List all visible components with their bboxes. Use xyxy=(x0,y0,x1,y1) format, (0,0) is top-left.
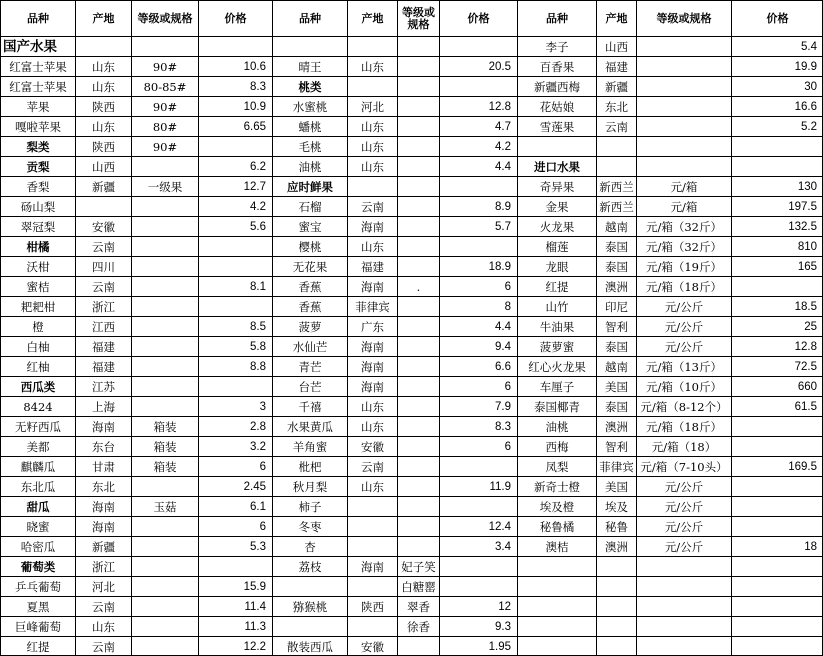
table-cell: 新奇士橙 xyxy=(534,479,580,494)
price-cell: 8.8 xyxy=(250,360,266,373)
price-cell: 810 xyxy=(797,240,817,253)
table-cell: 耙耙柑 xyxy=(20,299,56,314)
table-cell: 元/箱（13斤） xyxy=(645,359,722,374)
price-cell: 165 xyxy=(797,260,817,273)
price-cell: 132.5 xyxy=(788,220,817,233)
table-cell: 新疆 xyxy=(605,79,628,94)
table-cell: 李子 xyxy=(545,39,569,54)
table-cell: 梨类 xyxy=(26,139,50,154)
table-cell: 东北 xyxy=(92,479,115,494)
table-cell: 晴王 xyxy=(298,59,322,74)
price-cell: 2.8 xyxy=(250,420,266,433)
header-cell: 价格 xyxy=(224,11,247,25)
table-cell: 沃柑 xyxy=(26,259,50,274)
price-cell: 4.2 xyxy=(250,200,266,213)
price-cell: 6 xyxy=(504,380,511,393)
table-cell: 凤梨 xyxy=(545,459,569,474)
price-cell: 6.2 xyxy=(250,160,266,173)
price-cell: 4.4 xyxy=(495,160,511,173)
table-cell: 油桃 xyxy=(545,419,569,434)
price-cell: 3 xyxy=(259,400,266,413)
table-cell: 山西 xyxy=(605,39,628,54)
price-cell: 12.4 xyxy=(488,520,511,533)
table-cell: 山东 xyxy=(92,59,115,74)
table-cell: 四川 xyxy=(92,259,115,274)
price-cell: 5.6 xyxy=(250,220,266,233)
price-cell: 20.5 xyxy=(488,60,511,73)
table-cell: 东北 xyxy=(605,99,628,114)
table-cell: 海南 xyxy=(361,279,384,294)
price-cell: 12.8 xyxy=(794,340,817,353)
table-cell: 橙 xyxy=(32,319,44,334)
table-cell: 元/箱（19斤） xyxy=(645,259,722,274)
price-cell: 4.2 xyxy=(495,140,511,153)
table-cell: 西梅 xyxy=(545,439,569,454)
price-cell: 8.9 xyxy=(495,200,511,213)
table-cell: 箱装 xyxy=(153,419,177,434)
table-cell: 海南 xyxy=(361,339,384,354)
table-cell: 油桃 xyxy=(298,159,322,174)
table-cell: 蟠桃 xyxy=(298,119,322,134)
table-cell: 元/箱（18斤） xyxy=(645,419,722,434)
table-cell: 智利 xyxy=(605,439,628,454)
table-cell: 云南 xyxy=(92,279,115,294)
price-cell: 130 xyxy=(797,180,817,193)
table-cell: 元/公斤 xyxy=(664,519,704,534)
table-cell: 澳洲 xyxy=(605,419,628,434)
table-cell: 晓蜜 xyxy=(26,519,50,534)
price-cell: 11.4 xyxy=(244,600,266,613)
table-cell: 元/公斤 xyxy=(664,539,704,554)
price-cell: 18 xyxy=(804,540,817,553)
header-cell: 品种 xyxy=(299,11,321,25)
price-cell: 7.9 xyxy=(495,400,511,413)
table-cell: 山东 xyxy=(361,139,384,154)
price-cell: 12.8 xyxy=(488,100,511,113)
price-cell: 25 xyxy=(804,320,817,333)
table-cell: 麒麟瓜 xyxy=(20,459,56,474)
table-cell: 白柚 xyxy=(26,339,50,354)
table-cell: 翠香 xyxy=(407,599,430,614)
price-cell: 6.65 xyxy=(243,120,266,133)
table-cell: 云南 xyxy=(361,199,384,214)
table-cell: 红富士苹果 xyxy=(9,79,67,94)
table-cell: 无花果 xyxy=(292,259,328,274)
table-cell: 越南 xyxy=(605,219,628,234)
price-cell: 3.2 xyxy=(250,440,266,453)
price-cell: 18.9 xyxy=(488,260,511,273)
table-cell: 90# xyxy=(152,139,178,154)
table-cell: 陕西 xyxy=(92,99,115,114)
table-cell: 荔枝 xyxy=(298,559,322,574)
price-cell: 12 xyxy=(498,600,511,613)
table-cell: 徐香 xyxy=(407,619,430,634)
table-cell: 广东 xyxy=(361,319,384,334)
table-cell: 上海 xyxy=(92,399,115,414)
table-cell: 元/箱（10斤） xyxy=(645,379,722,394)
price-cell: 5.2 xyxy=(801,120,817,133)
table-cell: 桃类 xyxy=(298,79,322,94)
price-cell: 19.9 xyxy=(794,60,817,73)
price-cell: 6.1 xyxy=(250,500,266,513)
table-cell: 柑橘 xyxy=(26,239,50,254)
table-cell: 埃及 xyxy=(605,499,628,514)
table-cell: 奇异果 xyxy=(539,179,575,194)
table-cell: 菠萝蜜 xyxy=(539,339,575,354)
price-cell: 6 xyxy=(504,440,511,453)
table-cell: 秘鲁橘 xyxy=(539,519,575,534)
table-cell: 哈密瓜 xyxy=(20,539,56,554)
table-cell: 红提 xyxy=(26,639,50,654)
price-cell: 11.3 xyxy=(244,620,266,633)
price-cell: 8.3 xyxy=(495,420,511,433)
price-cell: 12.7 xyxy=(243,180,266,193)
table-cell: 山东 xyxy=(92,79,115,94)
price-cell: 197.5 xyxy=(788,200,817,213)
table-cell: 青芒 xyxy=(298,359,322,374)
table-cell: 美国 xyxy=(605,379,628,394)
price-cell: 8.5 xyxy=(250,320,266,333)
table-cell: 海南 xyxy=(361,219,384,234)
table-cell: 海南 xyxy=(92,519,115,534)
table-cell: 蜜桔 xyxy=(26,279,50,294)
table-cell: 云南 xyxy=(92,639,115,654)
table-cell: 嘎啦苹果 xyxy=(15,119,61,134)
table-cell: 砀山梨 xyxy=(20,199,56,214)
table-cell: 葡萄类 xyxy=(20,559,56,574)
price-cell: 61.5 xyxy=(794,400,817,413)
table-cell: 苹果 xyxy=(26,99,50,114)
table-cell: 80# xyxy=(152,119,178,134)
table-cell: 花姑娘 xyxy=(539,99,575,114)
table-cell: 巨峰葡萄 xyxy=(15,619,61,634)
table-cell: 山东 xyxy=(361,399,384,414)
price-cell: 9.3 xyxy=(495,620,511,633)
price-cell: 8.3 xyxy=(250,80,266,93)
header-cell: 品种 xyxy=(546,11,568,25)
table-cell: 山西 xyxy=(92,159,115,174)
table-cell: 安徽 xyxy=(361,439,384,454)
table-cell: 海南 xyxy=(92,419,115,434)
table-cell: 泰国 xyxy=(605,339,628,354)
table-cell: 香蕉 xyxy=(298,279,322,294)
table-cell: 箱装 xyxy=(153,459,177,474)
table-cell: 蜜宝 xyxy=(298,219,322,234)
table-cell: 元/公斤 xyxy=(664,299,704,314)
table-cell: 千禧 xyxy=(298,399,322,414)
table-cell: 甘肃 xyxy=(92,459,115,474)
table-cell: 国产水果 xyxy=(3,38,57,55)
table-cell: 东台 xyxy=(92,439,115,454)
table-cell: . xyxy=(416,279,421,294)
price-cell: 8.1 xyxy=(250,280,266,293)
table-cell: 榴莲 xyxy=(545,239,569,254)
header-cell: 价格 xyxy=(766,11,789,25)
price-cell: 10.9 xyxy=(243,100,266,113)
table-cell: 山东 xyxy=(361,239,384,254)
price-cell: 5.7 xyxy=(495,220,511,233)
table-cell: 香梨 xyxy=(26,179,50,194)
table-cell: 毛桃 xyxy=(298,139,322,154)
table-cell: 翠冠梨 xyxy=(20,219,56,234)
table-cell: 箱装 xyxy=(153,439,177,454)
table-cell: 妃子笑 xyxy=(401,559,436,574)
table-cell: 福建 xyxy=(605,59,628,74)
price-cell: 72.5 xyxy=(794,360,817,373)
table-cell: 浙江 xyxy=(92,299,115,314)
price-cell: 5.3 xyxy=(250,540,266,553)
table-cell: 元/公斤 xyxy=(664,499,704,514)
table-cell: 福建 xyxy=(92,339,115,354)
table-cell: 秘鲁 xyxy=(605,519,628,534)
table-cell: 红柚 xyxy=(26,359,50,374)
table-cell: 泰国 xyxy=(605,259,628,274)
table-cell: 安徽 xyxy=(92,219,115,234)
price-cell: 660 xyxy=(797,380,817,393)
table-cell: 石榴 xyxy=(298,199,322,214)
table-cell: 福建 xyxy=(361,259,384,274)
price-cell: 5.8 xyxy=(250,340,266,353)
header-cell: 价格 xyxy=(467,11,490,25)
table-cell: 8424 xyxy=(23,399,53,414)
table-cell: 云南 xyxy=(92,239,115,254)
table-cell: 江西 xyxy=(92,319,115,334)
table-cell: 元/公斤 xyxy=(664,319,704,334)
table-cell: 一级果 xyxy=(147,179,183,194)
price-cell: 4.4 xyxy=(495,320,511,333)
table-cell: 澳桔 xyxy=(545,539,569,554)
header-cell: 等级或规格 xyxy=(137,11,193,25)
table-cell: 山竹 xyxy=(545,299,569,314)
table-cell: 江苏 xyxy=(92,379,115,394)
table-cell: 浙江 xyxy=(92,559,115,574)
table-cell: 百香果 xyxy=(539,59,575,74)
table-cell: 菲律宾 xyxy=(355,299,390,314)
price-cell: 6 xyxy=(259,460,266,473)
table-cell: 香蕉 xyxy=(298,299,322,314)
table-cell: 枇杷 xyxy=(298,459,322,474)
table-cell: 应时鲜果 xyxy=(287,179,333,194)
price-cell: 1.95 xyxy=(488,640,511,653)
table-cell: 海南 xyxy=(361,359,384,374)
table-cell: 元/箱 xyxy=(670,179,698,194)
price-cell: 8 xyxy=(504,300,511,313)
table-cell: 白糖罂 xyxy=(401,579,436,594)
table-cell: 无籽西瓜 xyxy=(15,419,61,434)
price-cell: 16.6 xyxy=(794,100,817,113)
table-cell: 云南 xyxy=(605,119,628,134)
header-cell: 品种 xyxy=(27,11,49,25)
table-cell: 散装西瓜 xyxy=(287,639,333,654)
table-cell: 陕西 xyxy=(92,139,115,154)
table-cell: 贡梨 xyxy=(26,159,50,174)
price-cell: 6.6 xyxy=(495,360,511,373)
header-cell: 等级或规格 xyxy=(402,5,435,31)
table-cell: 菠萝 xyxy=(298,319,322,334)
table-cell: 柿子 xyxy=(298,499,322,514)
table-cell: 元/箱（32斤） xyxy=(645,219,722,234)
table-cell: 乒乓葡萄 xyxy=(15,579,61,594)
table-cell: 水蜜桃 xyxy=(292,99,328,114)
table-cell: 海南 xyxy=(361,559,384,574)
table-cell: 90# xyxy=(152,59,178,74)
price-cell: 18.5 xyxy=(794,300,817,313)
table-cell: 山东 xyxy=(361,119,384,134)
header-cell: 等级或规格 xyxy=(656,11,712,25)
table-cell: 元/箱（7-10头） xyxy=(640,459,728,474)
header-cell: 产地 xyxy=(92,11,115,25)
table-cell: 山东 xyxy=(361,159,384,174)
table-cell: 埃及橙 xyxy=(539,499,575,514)
table-cell: 台芒 xyxy=(298,379,322,394)
table-cell: 印尼 xyxy=(605,299,628,314)
table-cell: 元/箱（18斤） xyxy=(645,279,722,294)
price-cell: 6 xyxy=(504,280,511,293)
table-cell: 元/公斤 xyxy=(664,339,704,354)
table-cell: 杏 xyxy=(304,539,316,554)
table-cell: 海南 xyxy=(361,379,384,394)
table-cell: 元/箱（8-12个） xyxy=(640,399,728,414)
table-cell: 菲律宾 xyxy=(599,459,634,474)
table-cell: 新西兰 xyxy=(599,179,634,194)
table-cell: 新西兰 xyxy=(599,199,634,214)
table-cell: 山东 xyxy=(361,479,384,494)
price-cell: 9.4 xyxy=(495,340,511,353)
table-cell: 元/箱 xyxy=(670,199,698,214)
table-cell: 樱桃 xyxy=(298,239,322,254)
grid-line xyxy=(0,36,823,37)
table-cell: 东北瓜 xyxy=(20,479,56,494)
price-cell: 11.9 xyxy=(489,480,511,493)
price-cell: 4.7 xyxy=(495,120,511,133)
price-cell: 3.4 xyxy=(495,540,511,553)
table-cell: 山东 xyxy=(92,119,115,134)
table-cell: 元/箱（32斤） xyxy=(645,239,722,254)
table-cell: 陕西 xyxy=(361,599,384,614)
table-cell: 泰国 xyxy=(605,239,628,254)
price-cell: 12.2 xyxy=(243,640,266,653)
table-cell: 美国 xyxy=(605,479,628,494)
table-cell: 福建 xyxy=(92,359,115,374)
table-cell: 山东 xyxy=(92,619,115,634)
table-cell: 进口水果 xyxy=(534,159,580,174)
table-cell: 新疆西梅 xyxy=(534,79,580,94)
table-cell: 山东 xyxy=(361,419,384,434)
table-cell: 西瓜类 xyxy=(20,379,56,394)
table-cell: 车厘子 xyxy=(539,379,575,394)
table-cell: 牛油果 xyxy=(539,319,575,334)
table-cell: 水果黄瓜 xyxy=(287,419,333,434)
table-cell: 红提 xyxy=(545,279,569,294)
table-cell: 红富士苹果 xyxy=(9,59,67,74)
price-cell: 169.5 xyxy=(788,460,817,473)
table-cell: 澳洲 xyxy=(605,279,628,294)
price-cell: 30 xyxy=(804,80,817,93)
table-cell: 龙眼 xyxy=(545,259,569,274)
table-cell: 泰国椰青 xyxy=(534,399,580,414)
table-cell: 甜瓜 xyxy=(26,499,50,514)
table-cell: 猕猴桃 xyxy=(292,599,328,614)
price-cell: 6 xyxy=(259,520,266,533)
table-cell: 山东 xyxy=(361,59,384,74)
table-cell: 澳洲 xyxy=(605,539,628,554)
table-cell: 冬枣 xyxy=(298,519,322,534)
price-cell: 15.9 xyxy=(243,580,266,593)
table-cell: 新疆 xyxy=(92,179,115,194)
price-cell: 10.6 xyxy=(243,60,266,73)
table-cell: 金果 xyxy=(545,199,569,214)
table-cell: 水仙芒 xyxy=(292,339,328,354)
table-cell: 河北 xyxy=(92,579,115,594)
table-cell: 元/箱（18） xyxy=(651,439,717,454)
table-cell: 羊角蜜 xyxy=(292,439,328,454)
table-cell: 雪莲果 xyxy=(539,119,575,134)
table-cell: 安徽 xyxy=(361,639,384,654)
price-cell: 2.45 xyxy=(243,480,266,493)
table-cell: 泰国 xyxy=(605,399,628,414)
table-cell: 智利 xyxy=(605,319,628,334)
table-cell: 元/公斤 xyxy=(664,479,704,494)
header-cell: 产地 xyxy=(605,11,628,25)
table-cell: 新疆 xyxy=(92,539,115,554)
table-cell: 河北 xyxy=(361,99,384,114)
table-cell: 海南 xyxy=(92,499,115,514)
table-cell: 90# xyxy=(152,99,178,114)
table-cell: 火龙果 xyxy=(539,219,575,234)
table-cell: 美都 xyxy=(26,439,50,454)
price-cell: 5.4 xyxy=(801,40,817,53)
header-cell: 产地 xyxy=(361,11,384,25)
table-cell: 秋月梨 xyxy=(292,479,328,494)
table-cell: 云南 xyxy=(361,459,384,474)
table-cell: 夏黑 xyxy=(26,599,50,614)
table-cell: 80-85# xyxy=(143,79,187,94)
table-cell: 玉菇 xyxy=(153,499,177,514)
table-cell: 红心火龙果 xyxy=(528,359,586,374)
table-cell: 越南 xyxy=(605,359,628,374)
table-cell: 云南 xyxy=(92,599,115,614)
